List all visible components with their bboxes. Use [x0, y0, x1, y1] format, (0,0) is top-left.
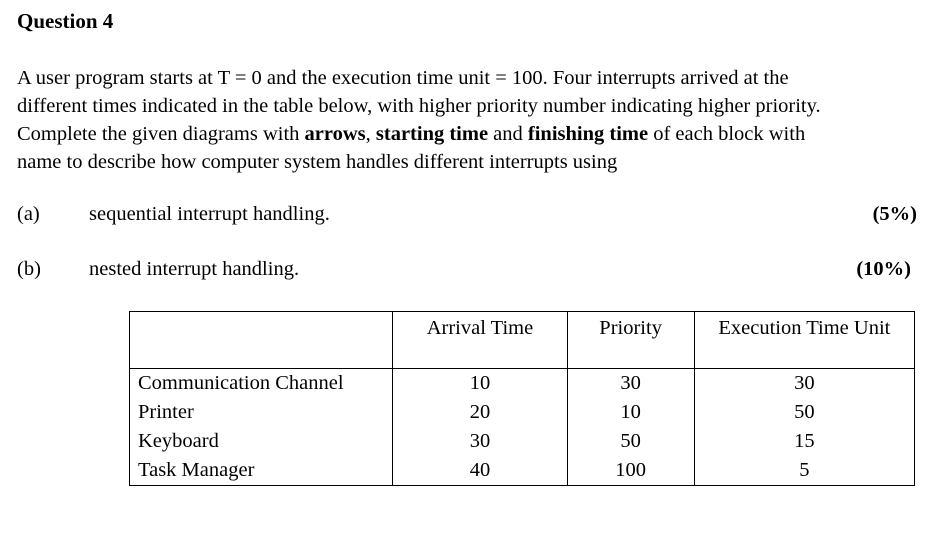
- part-b: [17, 258, 917, 286]
- part-a-tag: (a): [17, 203, 40, 225]
- paragraph-line-4: name to describe how computer system handles different interrupts using: [17, 151, 618, 173]
- interrupt-table: [129, 311, 915, 486]
- priority: 100: [567, 456, 694, 486]
- device-name: Task Manager: [130, 456, 393, 486]
- priority: 30: [567, 369, 694, 399]
- device-name: Keyboard: [130, 427, 393, 456]
- keyword-starting-time: starting time: [375, 123, 489, 145]
- execution-time: 50: [694, 398, 914, 427]
- part-a-text: sequential interrupt handling.: [89, 203, 330, 225]
- line3-sep: ,: [365, 123, 376, 145]
- header-device: [130, 312, 393, 369]
- table-row: [130, 369, 915, 399]
- execution-time: 15: [694, 427, 914, 456]
- arrival-time: 30: [393, 427, 567, 456]
- keyword-arrows: arrows: [304, 123, 366, 145]
- device-name: Communication Channel: [130, 369, 393, 399]
- arrival-time: 40: [393, 456, 567, 486]
- question-paragraph: [17, 64, 922, 176]
- arrival-time: 10: [393, 369, 567, 399]
- part-b-tag: (b): [17, 258, 41, 280]
- arrival-time: 20: [393, 398, 567, 427]
- header-priority: Priority: [567, 312, 694, 369]
- table-row: [130, 398, 915, 427]
- paragraph-line-1: A user program starts at T = 0 and the execution time unit = 100. Four interrupts arrived at the: [17, 67, 789, 89]
- line3-mid: and: [488, 123, 528, 145]
- keyword-finishing-time: finishing time: [527, 123, 649, 145]
- line3-start: Complete the given diagrams with: [17, 123, 305, 145]
- paragraph-line-2: different times indicated in the table below, with higher priority number indicating higher priority.: [17, 95, 821, 117]
- table-header-row: [130, 312, 915, 369]
- priority: 10: [567, 398, 694, 427]
- question-title: Question 4: [17, 9, 114, 33]
- header-execution-time-unit: Execution Time Unit: [694, 312, 914, 369]
- header-arrival-time: Arrival Time: [393, 312, 567, 369]
- priority: 50: [567, 427, 694, 456]
- device-name: Printer: [130, 398, 393, 427]
- paragraph-line-3: [17, 120, 922, 148]
- part-a: [17, 203, 917, 231]
- table-row: [130, 456, 915, 486]
- table-row: [130, 427, 915, 456]
- part-b-marks: (10%): [856, 258, 911, 280]
- part-a-marks: (5%): [872, 203, 917, 225]
- execution-time: 5: [694, 456, 914, 486]
- execution-time: 30: [694, 369, 914, 399]
- line3-end: of each block with: [648, 123, 806, 145]
- part-b-text: nested interrupt handling.: [89, 258, 300, 280]
